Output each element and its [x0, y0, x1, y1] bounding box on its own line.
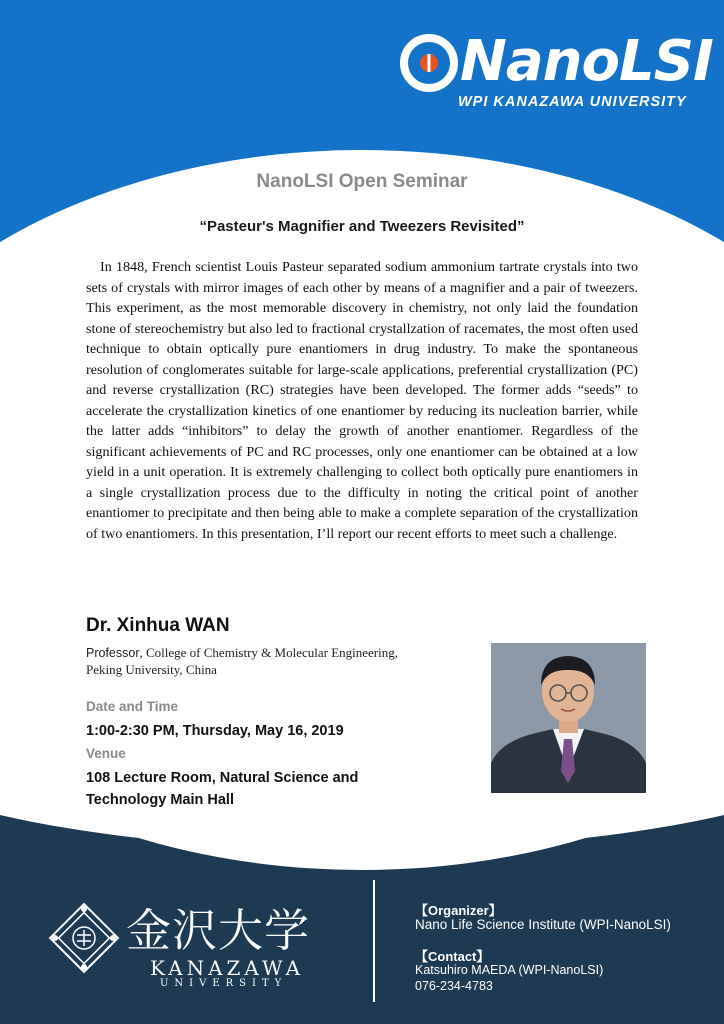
logo-wordmark: NanoLSI: [460, 29, 713, 94]
venue-line1: 108 Lecture Room, Natural Science and: [86, 770, 359, 786]
contact-name: Katsuhiro MAEDA (WPI-NanoLSI): [415, 963, 604, 977]
speaker-affiliation-line2: Peking University, China: [86, 662, 217, 677]
kanazawa-university-logo: [48, 902, 344, 994]
logo-subtitle: WPI KANAZAWA UNIVERSITY: [458, 94, 687, 110]
nanolsi-logo-mark-icon: [398, 32, 460, 94]
speaker-position: Professor: [86, 646, 140, 660]
abstract-text: In 1848, French scientist Louis Pasteur separated sodium ammonium tartrate crystals into two sets of crystals with mirror images of each other by means of a magnifier and a pair of tweezers. This experiment, as the most memorable discovery in chemistry, not only laid the foundation stone of stereochemistry but also led to fractional crystallzation of racemates, the most often used technique to obtain optically pure enantiomers in drug industry. To make the spontaneous resolution of conglomerates suitable for large-scale applications, preferential crystallization (PC) and reverse crystallization (RC) strategies have been developed. The former adds “seeds” to accelerate the crystallization kinetics of one enantiomer by reducing its nucleation barrier, while the latter adds “inhibitors” to delay the growth of another enantiomer. Regardless of the significant achievements of PC and RC processes, only one enantiomer can be obtained at a low yield in a unit operation. It is extremely challenging to collect both optically pure enantiomers in a single crystallization process due to the difficulty in noting the critical point of another enantiomer to precipitate and then being able to make a complete separation of the crystallization of two enantiomers. In this presentation, I’ll report our recent efforts to meet such a challenge.: [86, 259, 638, 542]
date-label: Date and Time: [86, 699, 179, 714]
footer-divider: [373, 880, 375, 1002]
speaker-photo: [491, 643, 646, 793]
kanazawa-crest-icon: [48, 902, 120, 974]
venue-line2: Technology Main Hall: [86, 792, 234, 808]
seminar-series: NanoLSI Open Seminar: [256, 171, 468, 192]
venue-label: Venue: [86, 746, 126, 761]
contact-heading: 【Contact】: [415, 949, 490, 964]
organizer-heading: 【Organizer】: [415, 903, 502, 918]
university-name-english-sub: UNIVERSITY: [160, 978, 288, 989]
contact-phone: 076-234-4783: [415, 979, 493, 993]
speaker-name: Dr. Xinhua WAN: [86, 615, 230, 636]
speaker-affiliation-college: , College of Chemistry & Molecular Engineering,: [139, 645, 398, 660]
speaker-affiliation-line1: [86, 645, 398, 661]
seminar-title: “Pasteur's Magnifier and Tweezers Revisited”: [199, 218, 525, 235]
organizer-name: Nano Life Science Institute (WPI-NanoLSI): [415, 917, 671, 932]
date-value: 1:00-2:30 PM, Thursday, May 16, 2019: [86, 723, 344, 739]
university-name-english: KANAZAWA: [150, 956, 305, 980]
nanolsi-logo: [398, 29, 713, 118]
university-name-japanese: 金沢大学: [126, 904, 311, 957]
